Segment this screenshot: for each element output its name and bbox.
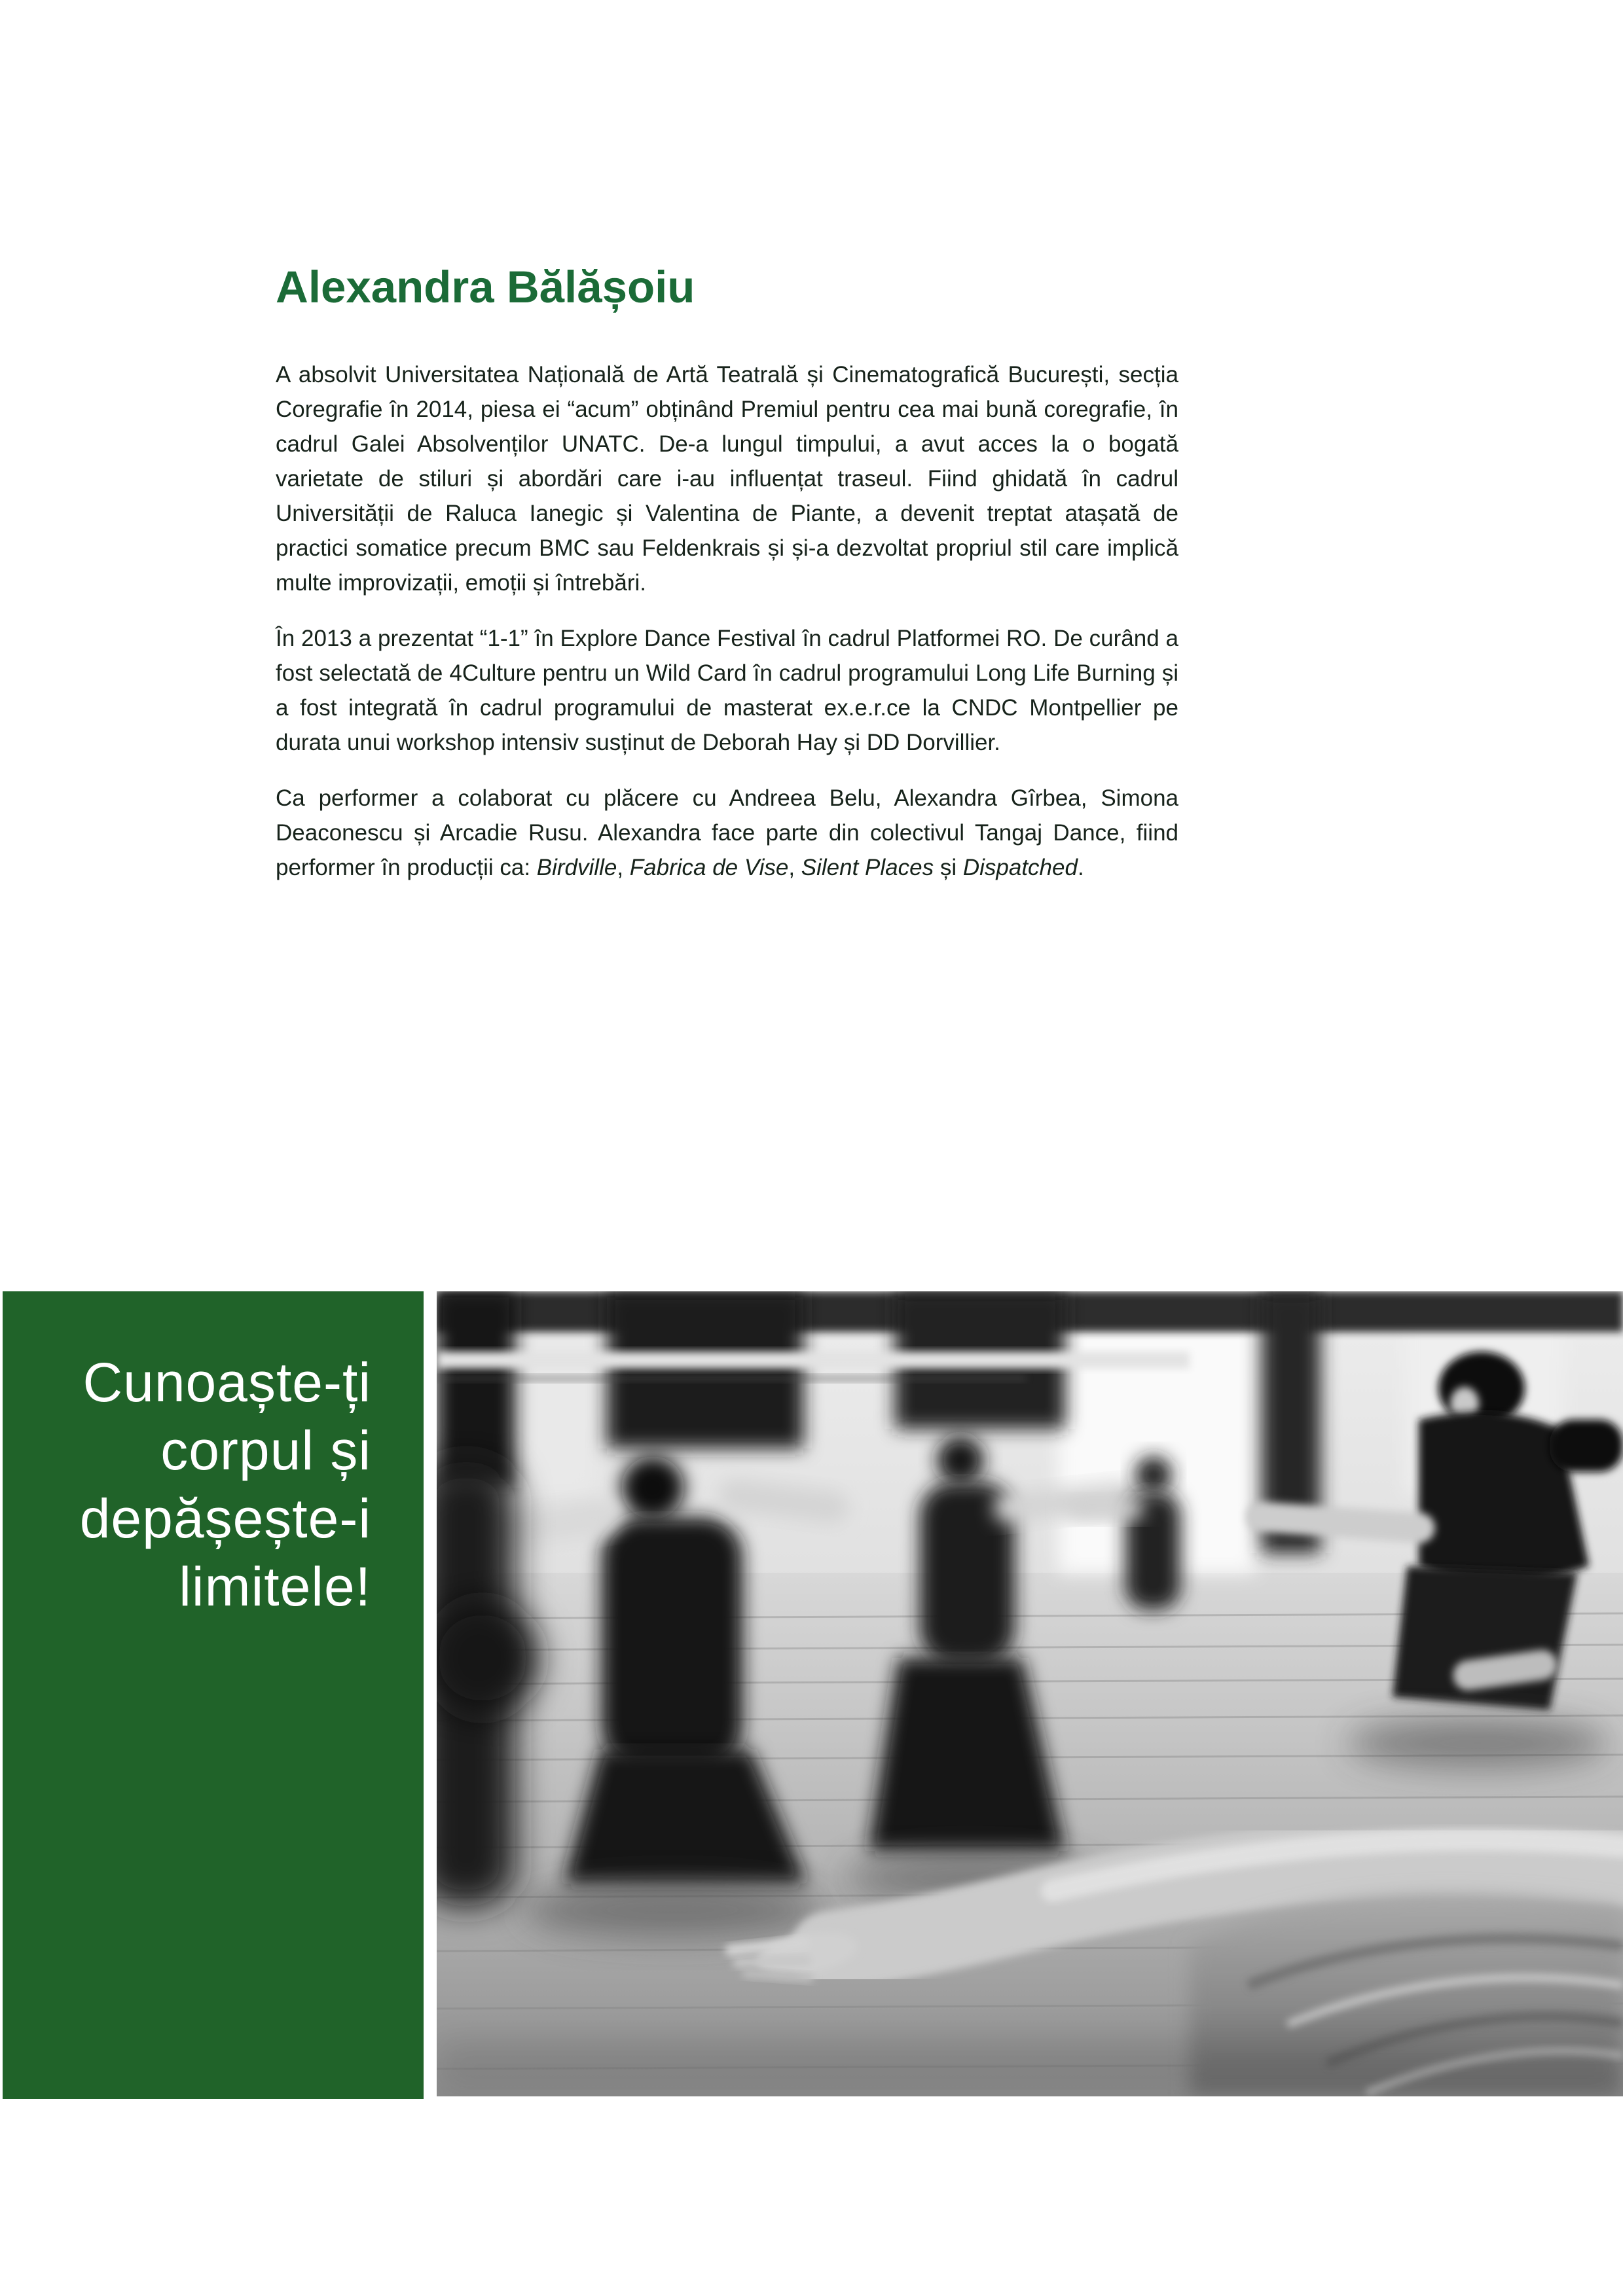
production-title: Fabrica de Vise [629, 855, 789, 880]
slogan-text [29, 1348, 371, 1621]
bio-text-segment: și [934, 855, 963, 880]
bio-paragraph-1: A absolvit Universitatea Națională de Artă Teatrală și Cinematografică București, secția Coregrafie în 2014, piesa ei “acum” obținând Premiul pentru cea mai bună coregrafie, în cadrul Galei Absolvenților UNATC. De-a lungul timpului, a avut acces la o bogată varietate de stiluri și abordări care i-au influențat traseul. Fiind ghidată în cadrul Universității de Raluca Ianegic și Valentina de Piante, a devenit treptat atașată de practici somatice precum BMC sau Feldenkrais și și-a dezvoltat propriul stil care implică multe improvizații, emoții și întrebări. [276, 362, 1178, 596]
slogan-line: Cunoaște-ți [82, 1352, 371, 1413]
slogan-line: limitele! [179, 1556, 371, 1617]
bio-section [276, 357, 1178, 885]
page-title: Alexandra Bălășoiu [276, 262, 695, 313]
dance-studio-photo [437, 1291, 1623, 2096]
slogan-line: corpul și [160, 1420, 371, 1481]
bio-text-segment: , [617, 855, 630, 880]
bio-text-segment: . [1077, 855, 1084, 880]
bio-paragraph-2: În 2013 a prezentat “1-1” în Explore Dance Festival în cadrul Platformei RO. De curând a fost selectată de 4Culture pentru un Wild Card în cadrul programului Long Life Burning și a fost integrată în cadrul programului de masterat ex.e.r.ce la CNDC Montpellier pe durata unui workshop intensiv susținut de Deborah Hay și DD Dorvillier. [276, 626, 1178, 755]
slogan-line: depășește-i [79, 1488, 371, 1549]
production-title: Silent Places [801, 855, 934, 880]
bio-paragraph-3 [276, 781, 1178, 885]
production-title: Dispatched [962, 855, 1078, 880]
production-title: Birdville [536, 855, 617, 880]
bio-text-segment: , [788, 855, 801, 880]
bio-text-segment: Ca performer a colaborat cu plăcere cu Andreea Belu, Alexandra Gîrbea, Simona Deaconescu și Arcadie Rusu. Alexandra face parte din colectivul Tangaj Dance, fiind performer în producții ca: [276, 785, 1178, 880]
slogan-panel [3, 1291, 424, 2099]
